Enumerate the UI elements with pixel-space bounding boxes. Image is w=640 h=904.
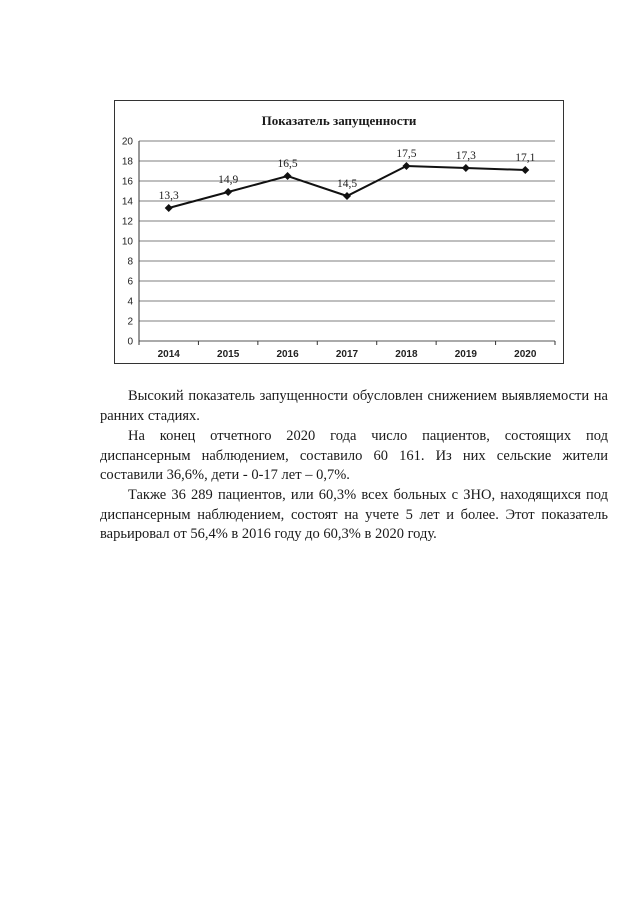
data-label-2016: 16,5 (277, 158, 298, 170)
x-tick-label: 2019 (454, 349, 477, 360)
data-point-2019 (462, 164, 470, 172)
paragraph-1-text: Высокий показатель запущенности обусловлен снижением выявляемости на ранних стадиях. (100, 388, 608, 424)
x-tick-label: 2017 (335, 349, 359, 360)
data-label-2019: 17,3 (455, 150, 476, 162)
data-point-2015 (224, 188, 232, 196)
y-tick-label: 0 (127, 336, 133, 348)
x-tick-label: 2018 (395, 349, 418, 360)
y-tick-label: 10 (121, 236, 133, 248)
data-point-2017 (343, 192, 351, 200)
y-tick-label: 4 (127, 296, 133, 308)
paragraph-1 (100, 387, 608, 426)
paragraph-2 (100, 427, 608, 486)
y-tick-label: 20 (121, 136, 133, 148)
data-point-2014 (165, 204, 173, 212)
paragraph-2-text: На конец отчетного 2020 года число пациентов, состоящих под диспансерным наблюдением, составило 60 161. Из них сельские жители составили 36,6%, дети - 0-17 лет – 0,7%. (100, 428, 608, 483)
data-label-2018: 17,5 (396, 148, 417, 160)
data-point-2020 (521, 166, 529, 174)
y-tick-label: 12 (121, 216, 133, 228)
data-label-2015: 14,9 (218, 174, 239, 186)
y-tick-label: 18 (121, 156, 133, 168)
x-tick-label: 2015 (217, 349, 240, 360)
y-tick-label: 14 (121, 196, 133, 208)
data-label-2017: 14,5 (336, 178, 358, 190)
x-tick-label: 2014 (157, 349, 180, 360)
y-tick-label: 2 (127, 316, 133, 328)
y-tick-label: 16 (121, 176, 133, 188)
data-point-2018 (402, 162, 410, 170)
chart-frame (114, 100, 564, 364)
y-tick-label: 6 (127, 276, 133, 288)
data-label-2020: 17,1 (515, 152, 536, 164)
y-tick-label: 8 (127, 256, 133, 268)
x-tick-label: 2016 (276, 349, 299, 360)
paragraph-3-text: Также 36 289 пациентов, или 60,3% всех больных с ЗНО, находящихся под диспансерным наблюдением, состоят на учете 5 лет и более. Этот показатель варьировал от 56,4% в 2016 году до 60,3% в 2020 году. (100, 487, 608, 542)
x-tick-label: 2020 (514, 349, 537, 360)
data-label-2014: 13,3 (158, 190, 179, 202)
line-chart (115, 101, 563, 363)
paragraph-3 (100, 486, 608, 545)
data-point-2016 (284, 172, 292, 180)
chart-title: Показатель запущенности (261, 113, 417, 128)
